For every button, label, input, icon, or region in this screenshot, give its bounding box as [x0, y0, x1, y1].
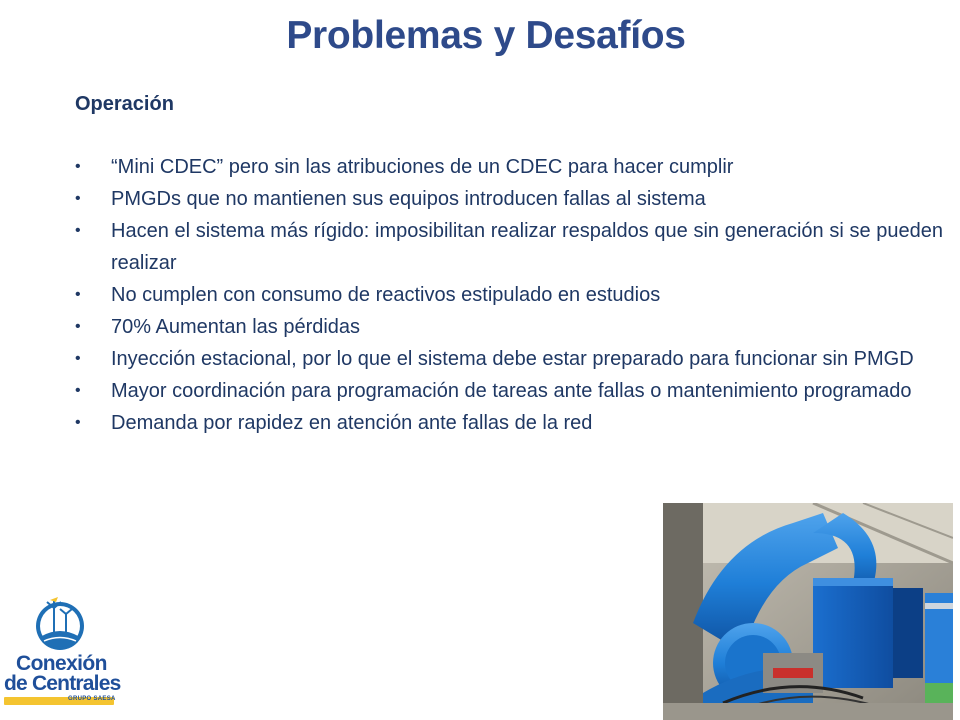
bullet-icon: •: [75, 414, 81, 431]
bullet-item: [75, 375, 943, 407]
bullet-text: Inyección estacional, por lo que el sistema debe estar preparado para funcionar sin PMGD: [111, 348, 914, 370]
bullet-icon: •: [75, 318, 81, 335]
logo-wordmark-line2: de Centrales: [4, 672, 121, 695]
bullet-item: [75, 183, 943, 215]
bullet-list: [75, 151, 943, 439]
hydro-turbine-photo: [663, 503, 953, 720]
bullet-item: [75, 343, 943, 375]
bullet-item: [75, 151, 943, 183]
logo-wordmark-line1: Conexión: [16, 652, 107, 675]
slide-title: Problemas y Desafíos: [286, 14, 686, 57]
bullet-icon: •: [75, 222, 81, 239]
bullet-text: Mayor coordinación para programación de tareas ante fallas o mantenimiento programado: [111, 380, 912, 402]
bullet-text: PMGDs que no mantienen sus equipos introducen fallas al sistema: [111, 188, 706, 210]
bullet-icon: •: [75, 286, 81, 303]
bullet-icon: •: [75, 158, 81, 175]
bullet-item: [75, 215, 943, 279]
bullet-item: [75, 311, 943, 343]
company-logo: [4, 596, 124, 714]
hydro-turbine-pipes-photo: [663, 503, 953, 720]
section-heading: Operación: [75, 93, 174, 115]
bullet-text: No cumplen con consumo de reactivos estipulado en estudios: [111, 284, 661, 306]
bullet-item: [75, 407, 943, 439]
bullet-text: Demanda por rapidez en atención ante fallas de la red: [111, 412, 593, 434]
bullet-icon: •: [75, 382, 81, 399]
bullet-text: “Mini CDEC” pero sin las atribuciones de un CDEC para hacer cumplir: [111, 156, 734, 178]
wind-turbine-globe-icon: [4, 596, 124, 656]
bullet-icon: •: [75, 190, 81, 207]
logo-tagline: GRUPO SAESA: [68, 696, 116, 702]
bullet-text: Hacen el sistema más rígido: imposibilitan realizar respaldos que sin generación si se pueden realizar: [111, 220, 943, 274]
bullet-text: 70% Aumentan las pérdidas: [111, 316, 361, 338]
bullet-item: [75, 279, 943, 311]
bullet-icon: •: [75, 350, 81, 367]
